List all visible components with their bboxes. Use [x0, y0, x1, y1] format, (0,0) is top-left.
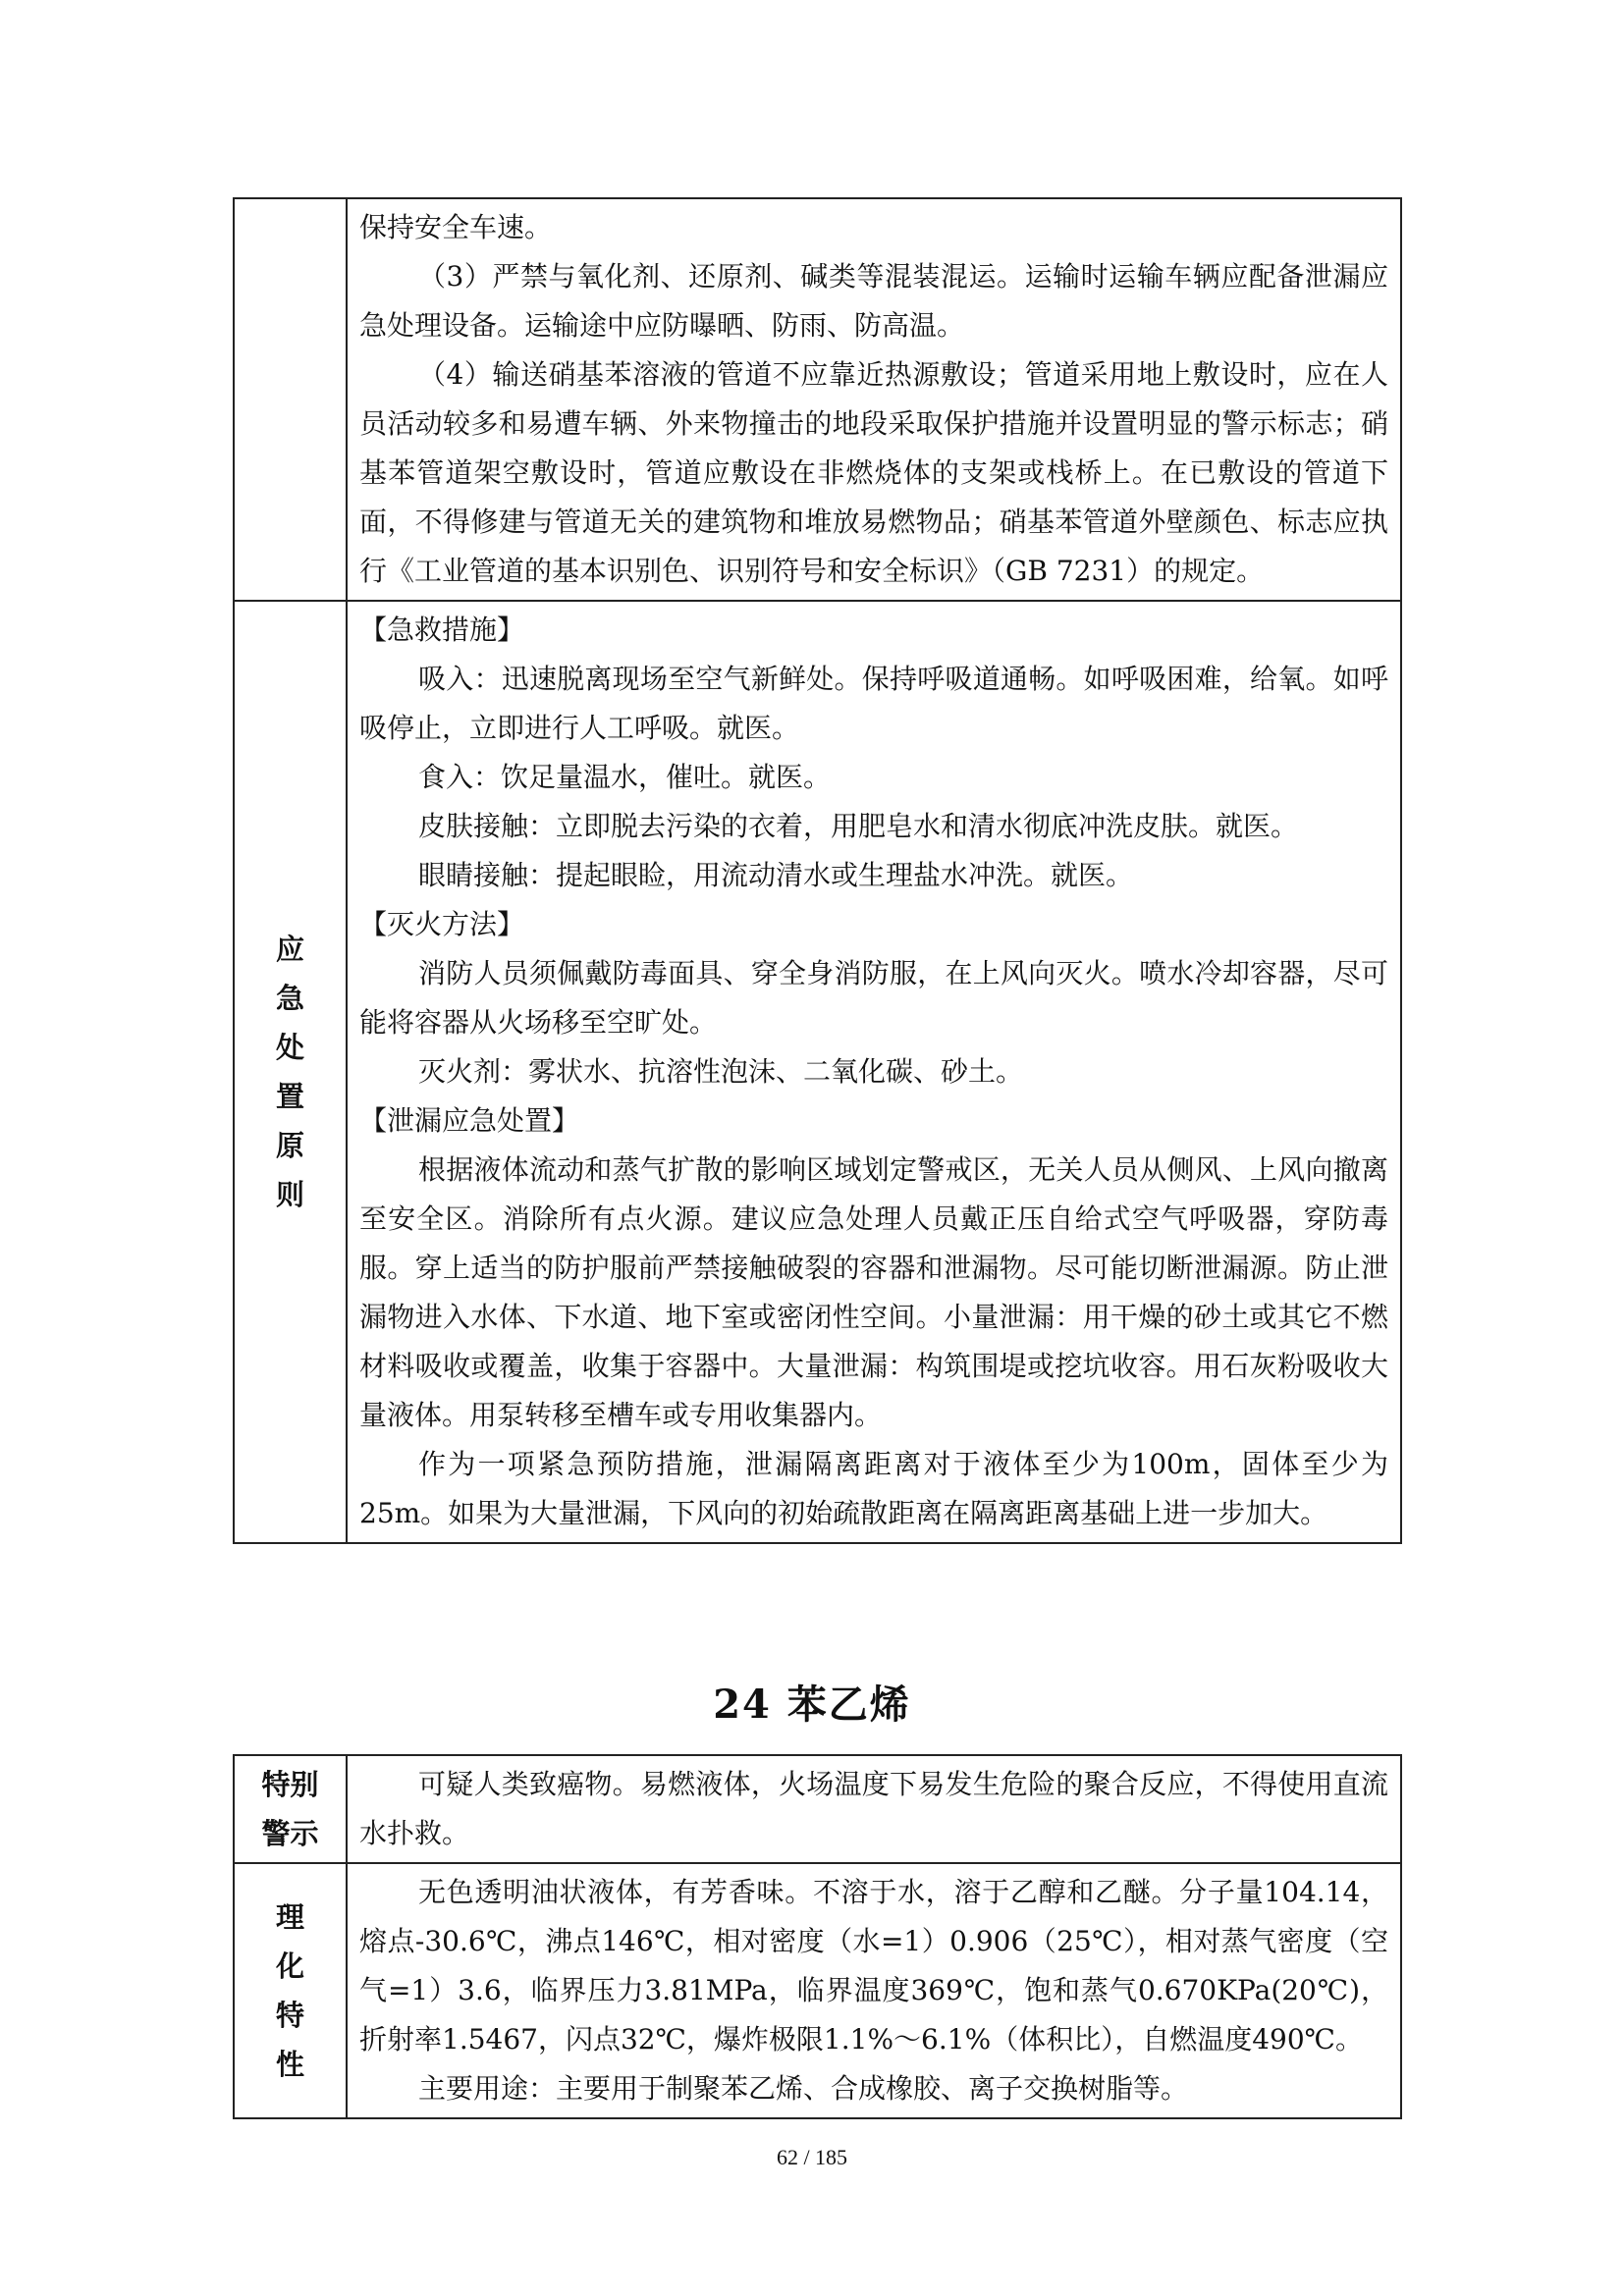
paragraph: 可疑人类致癌物。易燃液体，火场温度下易发生危险的聚合反应，不得使用直流水扑救。 [359, 1768, 1388, 1849]
paragraph: 根据液体流动和蒸气扩散的影响区域划定警戒区，无关人员从侧风、上风向撤离至安全区。消除所有点火源。建议应急处理人员戴正压自给式空气呼吸器，穿防毒服。穿上适当的防护服前严禁接触破裂的容器和泄漏物。尽可能切断泄漏源。防止泄漏物进入水体、下水道、地下室或密闭性空间。小量泄漏：用干燥的砂土或其它不燃材料吸收或覆盖，收集于容器中。大量泄漏：构筑围堤或挖坑收容。用石灰粉吸收大量液体。用泵转移至槽车或专用收集器内。 [359, 1153, 1388, 1431]
styrene-table [233, 1754, 1402, 2119]
subheading-first-aid: 【急救措施】 [359, 614, 525, 646]
row-label-warning [234, 1755, 347, 1863]
subheading-leak: 【泄漏应急处置】 [359, 1104, 580, 1137]
subheading-fire: 【灭火方法】 [359, 908, 525, 940]
warning-content-cell [347, 1755, 1401, 1863]
paragraph: 消防人员须佩戴防毒面具、穿全身消防服，在上风向灭火。喷水冷却容器，尽可能将容器从火场移至空旷处。 [359, 957, 1388, 1039]
table-row [234, 198, 1401, 601]
emergency-content-cell [347, 601, 1401, 1543]
paragraph: 皮肤接触：立即脱去污染的衣着，用肥皂水和清水彻底冲洗皮肤。就医。 [418, 810, 1299, 842]
paragraph: 作为一项紧急预防措施，泄漏隔离距离对于液体至少为100m，固体至少为25m。如果为大量泄漏，下风向的初始疏散距离在隔离距离基础上进一步加大。 [359, 1448, 1388, 1529]
table-row [234, 1863, 1401, 2118]
row-label-properties [234, 1863, 347, 2118]
row-label-emergency [234, 601, 347, 1543]
row-label-text: 理化特性 [275, 1900, 304, 2081]
paragraph: （4）输送硝基苯溶液的管道不应靠近热源敷设；管道采用地上敷设时，应在人员活动较多和易遭车辆、外来物撞击的地段采取保护措施并设置明显的警示标志；硝基苯管道架空敷设时，管道应敷设在非燃烧体的支架或栈桥上。在已敷设的管道下面，不得修建与管道无关的建筑物和堆放易燃物品；硝基苯管道外壁颜色、标志应执行《工业管道的基本识别色、识别符号和安全标识》（GB 7231）的规定。 [359, 358, 1388, 587]
hazard-table-continued [233, 197, 1402, 1544]
row-label-empty [234, 198, 347, 601]
table-row [234, 1755, 1401, 1863]
page-number: 62 / 185 [776, 2145, 848, 2169]
paragraph: 保持安全车速。 [359, 211, 553, 243]
paragraph: 食入：饮足量温水，催吐。就医。 [418, 761, 832, 793]
row-label-text: 应急处置原则 [275, 933, 304, 1211]
row-label-text: 特别警示 [261, 1768, 319, 1850]
paragraph: 灭火剂：雾状水、抗溶性泡沫、二氧化碳、砂土。 [418, 1055, 1024, 1088]
properties-content-cell [347, 1863, 1401, 2118]
paragraph: 吸入：迅速脱离现场至空气新鲜处。保持呼吸道通畅。如呼吸困难，给氧。如呼吸停止，立即进行人工呼吸。就医。 [359, 663, 1388, 744]
paragraph: （3）严禁与氧化剂、还原剂、碱类等混装混运。运输时运输车辆应配备泄漏应急处理设备。运输途中应防曝晒、防雨、防高温。 [359, 260, 1388, 342]
paragraph: 眼睛接触：提起眼睑，用流动清水或生理盐水冲洗。就医。 [418, 859, 1134, 891]
section-title: 24 苯乙烯 [713, 1682, 911, 1728]
paragraph: 主要用途：主要用于制聚苯乙烯、合成橡胶、离子交换树脂等。 [418, 2072, 1189, 2105]
transport-content-cell [347, 198, 1401, 601]
paragraph: 无色透明油状液体，有芳香味。不溶于水，溶于乙醇和乙醚。分子量104.14，熔点-30.6℃，沸点146℃，相对密度（水=1）0.906（25℃），相对蒸气密度（空气=1）3.6，临界压力3.81MPa，临界温度369℃，饱和蒸气0.670KPa(20℃)，折射率1.5467，闪点32℃，爆炸极限1.1%～6.1%（体积比），自燃温度490℃。 [359, 1876, 1388, 2056]
table-row [234, 601, 1401, 1543]
